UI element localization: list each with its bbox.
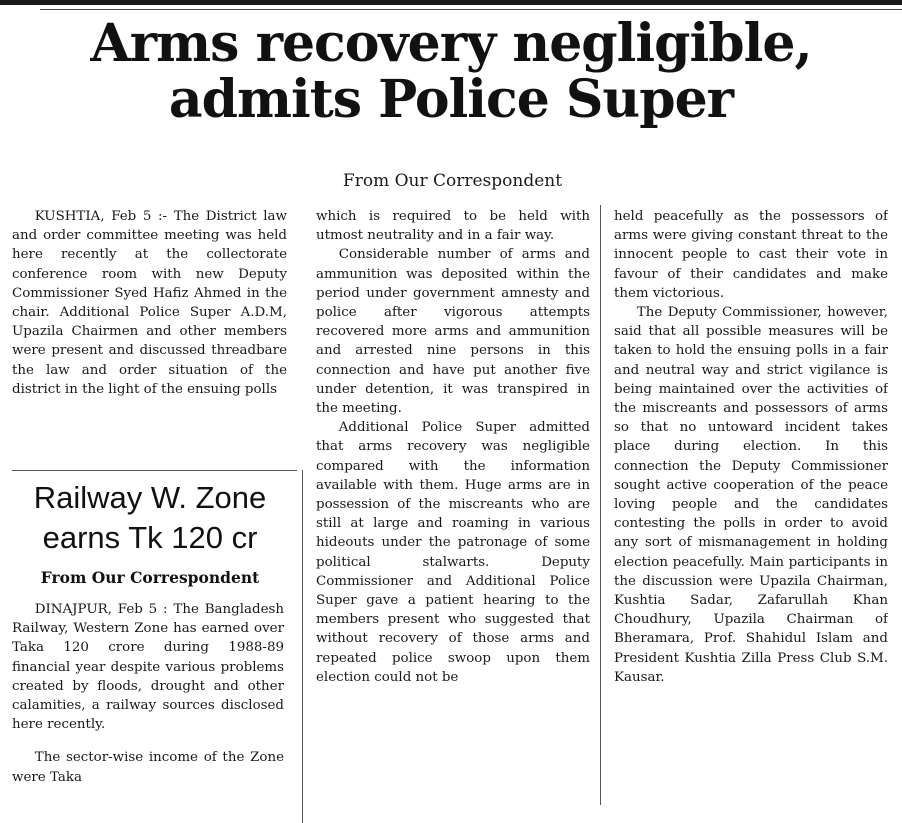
top-rule bbox=[0, 0, 902, 5]
article-column-3 bbox=[614, 207, 888, 819]
article-column-2 bbox=[316, 207, 590, 813]
column-divider-1 bbox=[302, 470, 303, 823]
sidebar-paragraph: The sector-wise income of the Zone were Taka bbox=[12, 750, 284, 785]
column-divider-2 bbox=[600, 205, 601, 805]
article-paragraph: Considerable number of arms and ammunition was deposited within the period under government amnesty and police after vigorous attempts recovered more arms and ammunition and arrested nine persons in this connection and have put another five under detention, it was transpired in the meeting. bbox=[316, 247, 590, 417]
headline-line-2: admits Police Super bbox=[168, 69, 734, 130]
sidebar-byline: From Our Correspondent bbox=[40, 568, 260, 587]
article-byline: From Our Correspondent bbox=[342, 171, 563, 191]
sidebar-column bbox=[12, 600, 284, 823]
sidebar-headline bbox=[0, 478, 300, 558]
sidebar-headline-line-2: earns Tk 120 cr bbox=[42, 520, 258, 555]
column-divider-horizontal bbox=[12, 470, 297, 471]
article-column-1 bbox=[12, 207, 287, 462]
article-paragraph: held peacefully as the possessors of arms were giving constant threat to the innocent people to cast their vote in favour of their candidates and make them victorious. bbox=[614, 209, 888, 301]
headline-line-1: Arms recovery negligible, bbox=[90, 13, 812, 74]
article-paragraph: The Deputy Commissioner, however, said that all possible measures will be taken to hold the ensuing polls in a fair and neutral way and strict vigilance is being maintained over the activities of the miscreants and possessors of arms so that no untoward incident takes place during election. In this connection the Deputy Commissioner sought active cooperation of the peace loving people and the candidates contesting the polls in order to avoid any sort of mismanagement in holding election peacefully. Main participants in the discussion were Upazila Chairman, Kushtia Sadar, Zafarullah Khan Choudhury, Upazila Chairman of Bheramara, Prof. Shahidul Islam and President Kushtia Zilla Press Club S.M. Kausar. bbox=[614, 305, 888, 685]
article-paragraph: KUSHTIA, Feb 5 :- The District law and order committee meeting was held here recently at the collectorate conference room with new Deputy Commissioner Syed Hafiz Ahmed in the chair. Additional Police Super A.D.M, Upazila Chairmen and other members were present and discussed threadbare the law and order situation of the district in the light of the ensuing polls bbox=[12, 209, 287, 397]
sidebar-paragraph: DINAJPUR, Feb 5 : The Bangladesh Railway, Western Zone has earned over Taka 120 crore during 1988-89 financial year despite various problems created by floods, drought and other calamities, a railway sources disclosed here recently. bbox=[12, 602, 284, 733]
article-paragraph: which is required to be held with utmost neutrality and in a fair way. bbox=[316, 209, 590, 244]
main-headline bbox=[0, 13, 902, 130]
sidebar-headline-line-1: Railway W. Zone bbox=[33, 480, 267, 515]
article-paragraph: Additional Police Super admitted that arms recovery was negligible compared with the information available with them. Huge arms are in possession of the miscreants who are still at large and roaming in various hideouts under the patronage of some political stalwarts. Deputy Commissioner and Additional Police Super gave a patient hearing to the members present who suggested that without recovery of those arms and repeated police swoop upon them election could not be bbox=[316, 420, 590, 685]
top-rule-thin bbox=[40, 9, 902, 10]
